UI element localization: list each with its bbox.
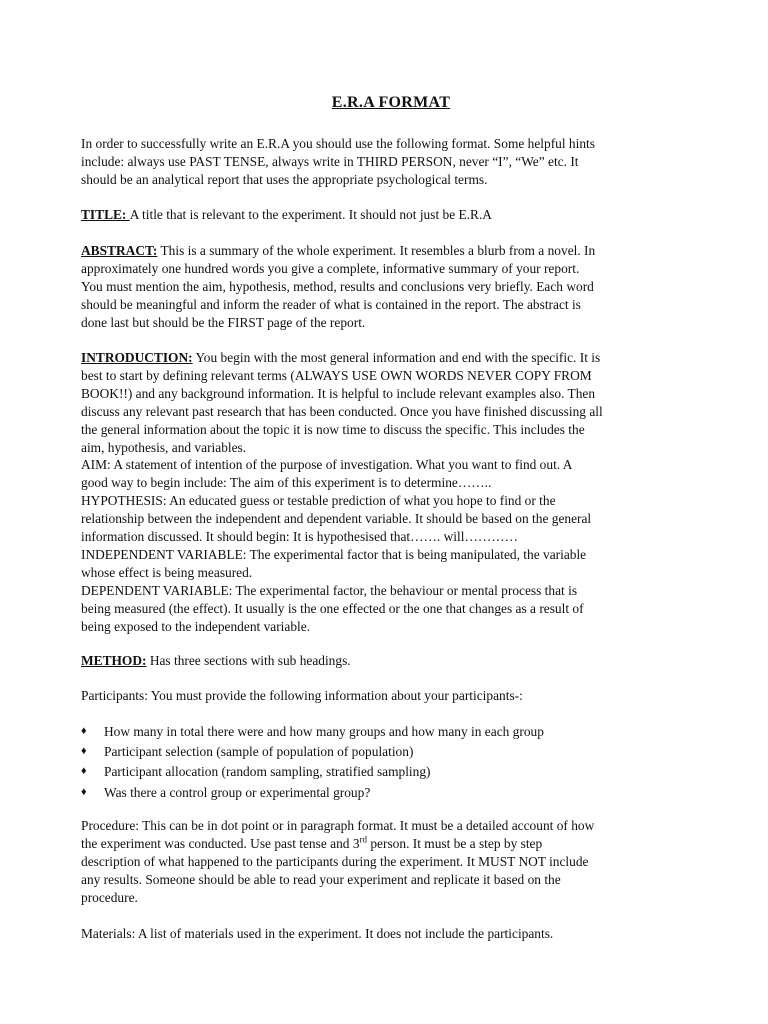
hypothesis-line: HYPOTHESIS: An educated guess or testable prediction of what you hope to find or the — [81, 493, 556, 509]
dependent-variable-line: being exposed to the independent variable. — [81, 618, 311, 634]
hypothesis-line: relationship between the independent and dependent variable. It should be based on the general — [81, 511, 592, 527]
procedure-line: any results. Someone should be able to read your experiment and replicate it based on the — [81, 871, 561, 887]
abstract-line: done last but should be the FIRST page of the report. — [81, 314, 366, 330]
list-item-text: Was there a control group or experimental group? — [104, 784, 371, 800]
participants-list — [81, 723, 701, 804]
dependent-variable-line: being measured (the effect). It usually is the one effected or the one that changes as a result of — [81, 600, 584, 616]
participants-intro — [81, 687, 701, 705]
introduction-line: best to start by defining relevant terms (ALWAYS USE OWN WORDS NEVER COPY FROM — [81, 367, 592, 383]
intro-line: should be an analytical report that uses the appropriate psychological terms. — [81, 171, 488, 187]
title-section — [81, 206, 701, 224]
abstract-line: should be meaningful and inform the reader of what is contained in the report. The abstract is — [81, 296, 581, 312]
list-item-text: How many in total there were and how many groups and how many in each group — [104, 724, 544, 739]
materials-section — [81, 925, 701, 943]
procedure-line — [81, 835, 701, 853]
introduction-heading: INTRODUCTION: — [81, 350, 193, 365]
diamond-bullet-icon: ♦ — [81, 765, 87, 778]
independent-variable-line: whose effect is being measured. — [81, 564, 253, 580]
aim-line: good way to begin include: The aim of this experiment is to determine…….. — [81, 475, 492, 491]
list-item-text: Participant selection (sample of population of population) — [104, 744, 414, 760]
materials-line: Materials: A list of materials used in the experiment. It does not include the participants. — [81, 926, 554, 941]
method-heading: METHOD: — [81, 653, 147, 668]
procedure-section — [81, 817, 701, 907]
introduction-section — [81, 349, 701, 636]
title-heading: TITLE: — [81, 207, 130, 222]
document-title: E.R.A FORMAT — [331, 94, 451, 111]
intro-line: include: always use PAST TENSE, always write in THIRD PERSON, never “I”, “We” etc. It — [81, 153, 579, 169]
abstract-line: You must mention the aim, hypothesis, method, results and conclusions very briefly. Each word — [81, 278, 594, 294]
list-item — [81, 743, 701, 763]
method-section — [81, 652, 701, 670]
procedure-line: description of what happened to the participants during the experiment. It MUST NOT include — [81, 853, 589, 869]
list-item-text: Participant allocation (random sampling, stratified sampling) — [104, 764, 431, 780]
intro-paragraph — [81, 135, 701, 189]
superscript: rd — [359, 834, 368, 845]
procedure-line: procedure. — [81, 889, 138, 905]
procedure-text: the experiment was conducted. Use past tense and 3 — [81, 835, 360, 851]
abstract-line: approximately one hundred words you give a complete, informative summary of your report. — [81, 260, 580, 276]
introduction-line: BOOK!!) and any background information. It is helpful to include relevant examples also. Then — [81, 385, 596, 401]
aim-line: AIM: A statement of intention of the purpose of investigation. What you want to find out. A — [81, 457, 573, 473]
procedure-line: Procedure: This can be in dot point or in paragraph format. It must be a detailed account of how — [81, 818, 595, 833]
diamond-bullet-icon: ♦ — [81, 785, 87, 798]
introduction-first-line: You begin with the most general information and end with the specific. It is — [192, 350, 601, 365]
introduction-line: aim, hypothesis, and variables. — [81, 439, 247, 455]
intro-line: In order to successfully write an E.R.A you should use the following format. Some helpful hints — [81, 136, 595, 151]
title-text: A title that is relevant to the experiment. It should not just be E.R.A — [129, 207, 492, 222]
abstract-section — [81, 242, 701, 332]
abstract-first-line: This is a summary of the whole experiment. It resembles a blurb from a novel. In — [157, 243, 596, 258]
abstract-heading: ABSTRACT: — [81, 243, 158, 258]
dependent-variable-line: DEPENDENT VARIABLE: The experimental factor, the behaviour or mental process that is — [81, 582, 578, 598]
list-item — [81, 784, 701, 804]
procedure-text: person. It must be a step by step — [367, 835, 543, 851]
diamond-bullet-icon: ♦ — [81, 745, 87, 758]
introduction-line: discuss any relevant past research that has been conducted. Once you have finished discussing all — [81, 403, 603, 419]
list-item — [81, 763, 701, 783]
list-item — [81, 723, 701, 743]
diamond-bullet-icon: ♦ — [81, 725, 87, 737]
hypothesis-line: information discussed. It should begin: It is hypothesised that……. will………… — [81, 529, 519, 545]
introduction-line: the general information about the topic it is now time to discuss the specific. This includes the — [81, 421, 585, 437]
method-text: Has three sections with sub headings. — [146, 653, 351, 668]
independent-variable-line: INDEPENDENT VARIABLE: The experimental factor that is being manipulated, the variable — [81, 546, 587, 562]
participants-line: Participants: You must provide the following information about your participants-: — [81, 688, 523, 703]
